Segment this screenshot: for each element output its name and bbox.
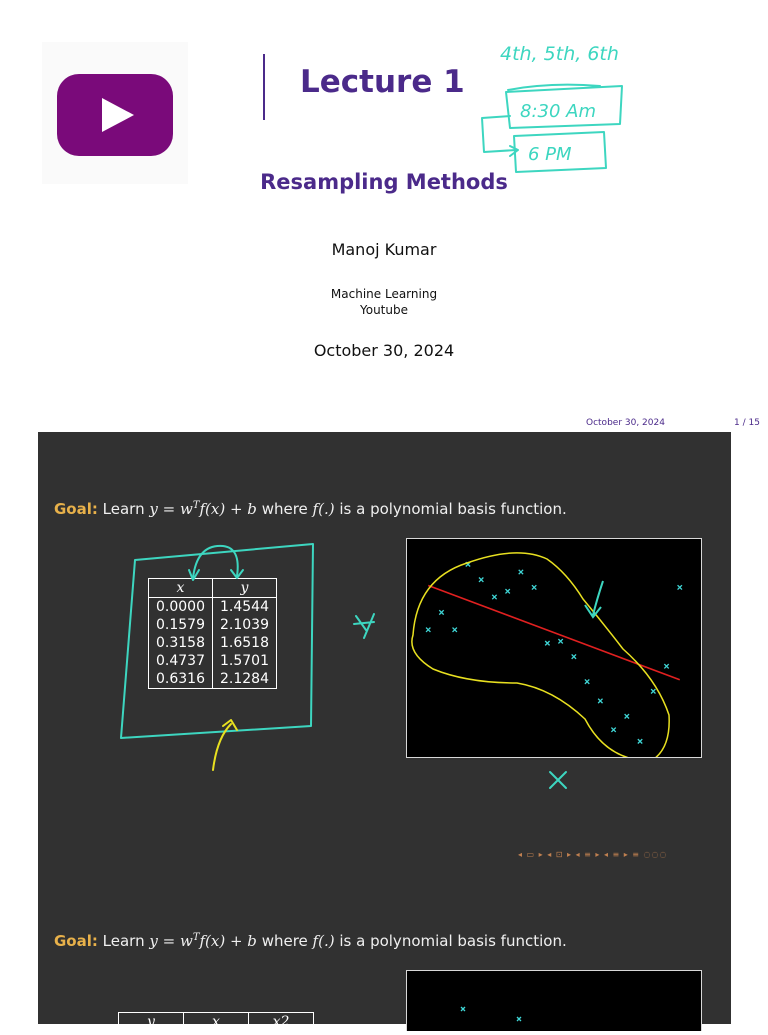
table-cell: 2.1039 (213, 616, 277, 634)
scatter-point (625, 714, 629, 718)
scatter-point (492, 595, 496, 599)
goal-statement (54, 500, 567, 518)
goal-rest-2: is a polynomial basis function. (339, 932, 567, 950)
swap-arrowheads (189, 570, 243, 580)
scatter-point (479, 578, 483, 582)
goal-word: Learn (102, 500, 145, 518)
data-table-2 (118, 1012, 314, 1032)
scatter-point (678, 585, 682, 589)
table-header-x: x (149, 579, 213, 598)
yellow-cluster-outline (412, 553, 669, 757)
beamer-navigation-symbols[interactable]: ◂ ▭ ▸ ◂ ⊡ ▸ ◂ ≡ ▸ ◂ ≡ ▸ ≡ ◌◌◌ (518, 850, 668, 859)
table-cell: 0.4737 (149, 652, 213, 670)
author-name: Manoj Kumar (331, 240, 437, 259)
footer-page-number: 1 / 15 (734, 418, 760, 428)
scatter-point (517, 1017, 521, 1021)
table-cell: 1.5701 (213, 652, 277, 670)
scatter-point (453, 628, 457, 632)
goal-equation-2: $y = w^Tf(x) + b$ (149, 932, 257, 950)
table-header-x: x (184, 1013, 249, 1032)
goal-where-2: where (261, 932, 308, 950)
scatter-point (558, 639, 562, 643)
scatter-point (545, 641, 549, 645)
scatter-point (598, 699, 602, 703)
table-cell: 0.3158 (149, 634, 213, 652)
lecture-date: October 30, 2024 (313, 341, 455, 360)
institute-line-2: Youtube (360, 303, 408, 317)
cyan-pointer-arrow (585, 581, 603, 617)
youtube-logo (57, 74, 173, 156)
title-slide (0, 0, 768, 432)
scatter-point (532, 585, 536, 589)
table-header-x2: x2 (249, 1013, 314, 1032)
table-annotations (113, 538, 383, 778)
table-cell: 0.1579 (149, 616, 213, 634)
goal-label: Goal: (54, 500, 98, 518)
scatter-point (426, 628, 430, 632)
lecture-title: Lecture 1 (300, 64, 465, 100)
play-icon (102, 98, 134, 132)
goal-statement-2 (54, 932, 567, 950)
scatter-point (651, 689, 655, 693)
lecture-subtitle: Resampling Methods (260, 170, 508, 194)
scatter-point (664, 664, 668, 668)
table-header-y: y (213, 579, 277, 598)
scatter-point (585, 679, 589, 683)
scatter-point (611, 728, 615, 732)
scatter-plot (407, 539, 701, 757)
table-cell: 1.4544 (213, 598, 277, 617)
scatter-point (461, 1007, 465, 1011)
table-cell: 1.6518 (213, 634, 277, 652)
handwritten-days: 4th, 5th, 6th (500, 43, 619, 65)
goal-label-2: Goal: (54, 932, 98, 950)
goal-equation: $y = w^Tf(x) + b$ (149, 500, 257, 518)
table-cell: 0.0000 (149, 598, 213, 617)
handwritten-y-mark (350, 610, 380, 640)
title-divider (263, 54, 265, 120)
scatter-plot-2 (407, 971, 701, 1031)
table-cell: 2.1284 (213, 670, 277, 689)
dark-slide (38, 432, 731, 1030)
scatter-plot-frame (406, 538, 702, 758)
table-cell: 0.6316 (149, 670, 213, 689)
table-box-stroke (121, 544, 313, 738)
scatter-plot-frame-2 (406, 970, 702, 1031)
goal-basis-2: f(.) (312, 932, 335, 950)
goal-where: where (261, 500, 308, 518)
goal-basis: f(.) (312, 500, 335, 518)
handwritten-schedule-note (470, 20, 640, 200)
goal-rest: is a polynomial basis function. (339, 500, 567, 518)
scatter-point (519, 570, 523, 574)
handwritten-time-2: 6 PM (528, 144, 572, 165)
scatter-point (439, 610, 443, 614)
table-header-row (119, 1013, 314, 1032)
scatter-point (572, 654, 576, 658)
footer-date: October 30, 2024 (586, 418, 665, 428)
handwritten-x-mark (546, 768, 570, 792)
scatter-point (505, 589, 509, 593)
goal-word-2: Learn (102, 932, 145, 950)
table-header-y: y (119, 1013, 184, 1032)
regression-line (428, 585, 680, 679)
institute-line-1: Machine Learning (330, 287, 438, 301)
handwritten-time-1: 8:30 Am (520, 101, 596, 122)
scatter-point (638, 739, 642, 743)
